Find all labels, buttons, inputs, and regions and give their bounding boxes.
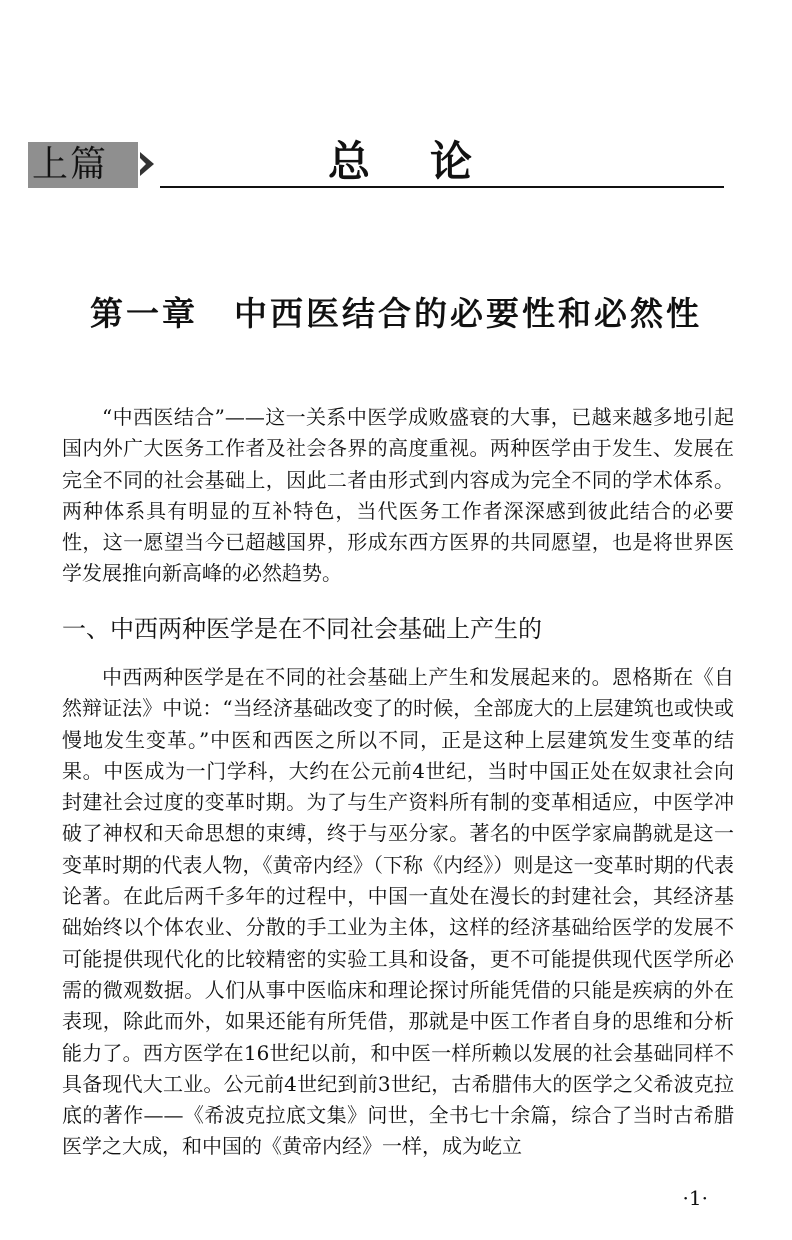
part-header [28,137,724,196]
intro-paragraph: “中西医结合”——这一关系中医学成败盛衰的大事，已越来越多地引起国内外广大医务工作者及社会各界的高度重视。两种医学由于发生、发展在完全不同的社会基础上，因此二者由形式到内容成为完全不同的学术体系。两种体系具有明显的互补特色，当代医务工作者深深感到彼此结合的必要性，这一愿望当今已超越国界，形成东西方医界的共同愿望，也是将世界医学发展推向新高峰的必然趋势。 [62,405,734,586]
triangle-arrow-inner [138,156,146,172]
part-title: 总论 [328,137,533,186]
header-rule [160,186,724,188]
section-heading: 一、中西两种医学是在不同社会基础上产生的 [62,615,542,643]
section-paragraph: 中西两种医学是在不同的社会基础上产生和发展起来的。恩格斯在《自然辩证法》中说：“当经济基础改变了的时候，全部庞大的上层建筑也或快或慢地发生变革。”中医和西医之所以不同，正是这种上层建筑发生变革的结果。中医成为一门学科，大约在公元前4世纪，当时中国正处在奴隶社会向封建社会过度的变革时期。为了与生产资料所有制的变革相适应，中医学冲破了神权和天命思想的束缚，终于与巫分家。著名的中医学家扁鹊就是这一变革时期的代表人物，《黄帝内经》（下称《内经》）则是这一变革时期的代表论著。在此后两千多年的过程中，中国一直处在漫长的封建社会，其经济基础始终以个体农业、分散的手工业为主体，这样的经济基础给医学的发展不可能提供现代化的比较精密的实验工具和设备，更不可能提供现代医学所必需的微观数据。人们从事中医临床和理论探讨所能凭借的只能是疾病的外在表现，除此而外，如果还能有所凭借，那就是中医工作者自身的思维和分析能力了。西方医学在16世纪以前，和中医一样所赖以发展的社会基础同样不具备现代大工业。公元前4世纪到前3世纪，古希腊伟大的医学之父希波克拉底的著作——《希波克拉底文集》问世，全书七十余篇，综合了当时古希腊医学之大成，和中国的《黄帝内经》一样，成为屹立 [62,665,734,1159]
chapter-title: 第一章 中西医结合的必要性和必然性 [90,294,702,333]
page-number: ·1· [682,1186,708,1210]
part-label: 上篇 [28,142,138,188]
